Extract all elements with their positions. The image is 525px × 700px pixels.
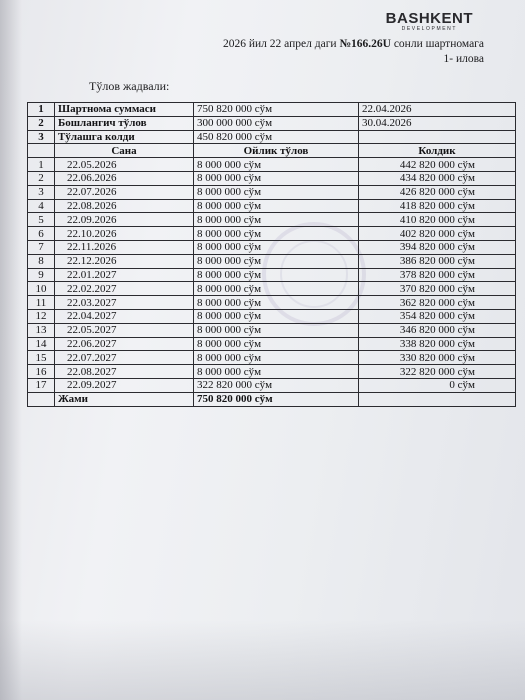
payment-monthly: 8 000 000 сўм	[194, 254, 359, 268]
summary-row	[28, 130, 516, 144]
header-no-cell	[28, 144, 55, 158]
document-heading	[223, 37, 484, 67]
payment-date: 22.10.2026	[55, 227, 194, 241]
payment-no: 5	[28, 213, 55, 227]
logo-wordmark: BASHKENT	[385, 10, 473, 27]
payment-monthly: 8 000 000 сўм	[194, 158, 359, 172]
payment-monthly: 8 000 000 сўм	[194, 296, 359, 310]
payment-no: 2	[28, 171, 55, 185]
page-shadow	[0, 0, 22, 700]
payment-no: 6	[28, 227, 55, 241]
schedule-title: Тўлов жадвали:	[89, 79, 170, 93]
payment-no: 8	[28, 254, 55, 268]
payment-no: 11	[28, 296, 55, 310]
header-date: Сана	[55, 144, 194, 158]
payment-no: 13	[28, 323, 55, 337]
payment-monthly: 8 000 000 сўм	[194, 227, 359, 241]
total-empty-cell	[359, 392, 516, 406]
payment-monthly: 8 000 000 сўм	[194, 309, 359, 323]
total-row	[28, 392, 516, 406]
payment-remaining: 442 820 000 сўм	[359, 158, 516, 172]
annex-label: 1- илова	[443, 53, 484, 65]
summary-amount: 750 820 000 сўм	[194, 103, 359, 117]
payment-monthly: 8 000 000 сўм	[194, 171, 359, 185]
payment-remaining: 426 820 000 сўм	[359, 185, 516, 199]
summary-no: 1	[28, 103, 55, 117]
payment-no: 10	[28, 282, 55, 296]
heading-line-1	[223, 37, 484, 52]
payment-row	[28, 296, 516, 310]
payment-remaining: 370 820 000 сўм	[359, 282, 516, 296]
payment-row	[28, 378, 516, 392]
payment-monthly: 8 000 000 сўм	[194, 240, 359, 254]
payment-no: 17	[28, 378, 55, 392]
logo-subtitle: DEVELOPMENT	[401, 26, 458, 32]
total-amount: 750 820 000 сўм	[194, 392, 359, 406]
payment-date: 22.11.2026	[55, 240, 194, 254]
payment-no: 3	[28, 185, 55, 199]
payment-date: 22.05.2027	[55, 323, 194, 337]
payment-date: 22.02.2027	[55, 282, 194, 296]
payment-no: 1	[28, 158, 55, 172]
summary-label: Бошлангич тўлов	[55, 116, 194, 130]
payment-no: 15	[28, 351, 55, 365]
header-remaining: Колдик	[359, 144, 516, 158]
summary-row	[28, 116, 516, 130]
payment-row	[28, 337, 516, 351]
payment-monthly: 322 820 000 сўм	[194, 378, 359, 392]
heading-suffix: сонли шартномага	[390, 38, 484, 50]
payment-no: 12	[28, 309, 55, 323]
payment-monthly: 8 000 000 сўм	[194, 365, 359, 379]
payment-remaining: 338 820 000 сўм	[359, 337, 516, 351]
payment-date: 22.04.2027	[55, 309, 194, 323]
total-no-cell	[28, 392, 55, 406]
page-shadow-bottom	[0, 620, 525, 700]
payment-remaining: 378 820 000 сўм	[359, 268, 516, 282]
payment-remaining: 330 820 000 сўм	[359, 351, 516, 365]
header-monthly: Ойлик тўлов	[194, 144, 359, 158]
payment-date: 22.05.2026	[55, 158, 194, 172]
payment-monthly: 8 000 000 сўм	[194, 323, 359, 337]
summary-row	[28, 103, 516, 117]
payment-row	[28, 351, 516, 365]
payment-no: 7	[28, 240, 55, 254]
payment-remaining: 346 820 000 сўм	[359, 323, 516, 337]
payment-no: 4	[28, 199, 55, 213]
payment-row	[28, 240, 516, 254]
payment-row	[28, 185, 516, 199]
payment-remaining: 402 820 000 сўм	[359, 227, 516, 241]
payment-date: 22.09.2027	[55, 378, 194, 392]
company-logo	[386, 11, 473, 33]
summary-date: 30.04.2026	[359, 116, 516, 130]
payment-no: 9	[28, 268, 55, 282]
payment-remaining: 386 820 000 сўм	[359, 254, 516, 268]
column-header-row	[28, 144, 516, 158]
payment-date: 22.06.2027	[55, 337, 194, 351]
payment-remaining: 0 сўм	[359, 378, 516, 392]
payment-row	[28, 227, 516, 241]
payment-row	[28, 171, 516, 185]
payment-row	[28, 309, 516, 323]
payment-monthly: 8 000 000 сўм	[194, 199, 359, 213]
payment-remaining: 354 820 000 сўм	[359, 309, 516, 323]
payment-date: 22.06.2026	[55, 171, 194, 185]
payment-remaining: 410 820 000 сўм	[359, 213, 516, 227]
payment-row	[28, 282, 516, 296]
payment-remaining: 434 820 000 сўм	[359, 171, 516, 185]
payment-row	[28, 213, 516, 227]
payment-remaining: 322 820 000 сўм	[359, 365, 516, 379]
payment-date: 22.03.2027	[55, 296, 194, 310]
summary-amount: 450 820 000 сўм	[194, 130, 359, 144]
payment-monthly: 8 000 000 сўм	[194, 282, 359, 296]
payment-monthly: 8 000 000 сўм	[194, 268, 359, 282]
payment-date: 22.08.2026	[55, 199, 194, 213]
payment-row	[28, 268, 516, 282]
payment-no: 14	[28, 337, 55, 351]
payment-row	[28, 365, 516, 379]
summary-amount: 300 000 000 сўм	[194, 116, 359, 130]
payment-monthly: 8 000 000 сўм	[194, 337, 359, 351]
contract-number: №166.26U	[339, 38, 391, 50]
summary-date	[359, 130, 516, 144]
payment-row	[28, 158, 516, 172]
payment-remaining: 394 820 000 сўм	[359, 240, 516, 254]
payment-remaining: 418 820 000 сўм	[359, 199, 516, 213]
payment-schedule-table	[27, 102, 516, 407]
summary-no: 2	[28, 116, 55, 130]
heading-prefix: 2026 йил 22 апрел даги	[223, 38, 340, 50]
payment-date: 22.07.2026	[55, 185, 194, 199]
summary-date: 22.04.2026	[359, 103, 516, 117]
payment-remaining: 362 820 000 сўм	[359, 296, 516, 310]
total-label: Жами	[55, 392, 194, 406]
payment-date: 22.08.2027	[55, 365, 194, 379]
payment-date: 22.09.2026	[55, 213, 194, 227]
payment-date: 22.12.2026	[55, 254, 194, 268]
payment-monthly: 8 000 000 сўм	[194, 185, 359, 199]
summary-label: Шартнома суммаси	[55, 103, 194, 117]
payment-no: 16	[28, 365, 55, 379]
summary-label: Тўлашга колди	[55, 130, 194, 144]
payment-date: 22.01.2027	[55, 268, 194, 282]
summary-no: 3	[28, 130, 55, 144]
payment-row	[28, 323, 516, 337]
payment-row	[28, 199, 516, 213]
payment-date: 22.07.2027	[55, 351, 194, 365]
payment-monthly: 8 000 000 сўм	[194, 351, 359, 365]
payment-monthly: 8 000 000 сўм	[194, 213, 359, 227]
payment-row	[28, 254, 516, 268]
